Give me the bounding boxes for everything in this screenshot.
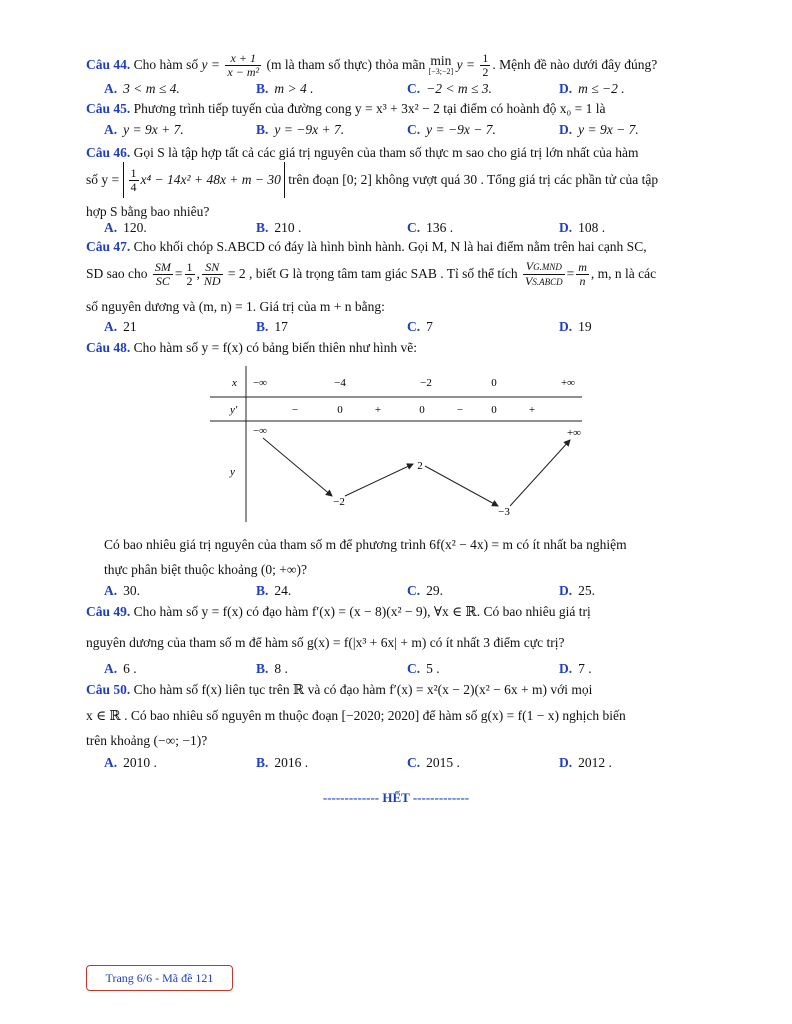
q44-option-d[interactable]: D. m ≤ −2 . <box>559 81 625 96</box>
row-label-yprime: y′ <box>230 404 238 416</box>
page-footer: Trang 6/6 - Mã đề 121 <box>86 965 233 991</box>
q49-option-c[interactable]: C. 5 . <box>407 661 440 676</box>
q44-option-a[interactable]: A. 3 < m ≤ 4. <box>104 81 180 96</box>
q44-text-b: (m là tham số thực) thỏa mãn <box>266 57 426 72</box>
q50-option-a[interactable]: A. 2010 . <box>104 755 157 770</box>
arrow-decrease-1 <box>263 438 332 496</box>
q44-min-fraction: $\frac{1}{2}$ <box>482 51 489 80</box>
arrow-increase-2 <box>510 440 570 506</box>
q46-option-d[interactable]: D. 108 . <box>559 220 606 235</box>
q44-text: Cho hàm số <box>133 57 199 72</box>
x-value-0: 0 <box>491 377 497 389</box>
sign-3: − <box>456 404 464 416</box>
q45-options <box>104 122 704 140</box>
y-value-neg-inf: −∞ <box>252 425 268 437</box>
q49-text: Cho hàm số y = f(x) có đạo hàm f′(x) = (x − 8)(x² − 9), ∀x ∈ ℝ. Có bao nhiêu giá trị <box>133 604 591 619</box>
q46-abs-expression: $\frac{1}{4}$ x⁴ − 14x² + 48x + m − 30 <box>123 162 285 198</box>
q49-number: Câu 49. <box>86 604 131 619</box>
q47-number: Câu 47. <box>86 239 131 254</box>
q44-question: . Mệnh đề nào dưới đây đúng? <box>492 57 658 72</box>
q50-option-d[interactable]: D. 2012 . <box>559 755 612 770</box>
q44-option-c[interactable]: C. −2 < m ≤ 3. <box>407 81 492 96</box>
q44-min-operator: min [−3;−2] <box>428 52 454 76</box>
x-value-neg2: −2 <box>420 377 432 389</box>
q46-options <box>104 220 704 238</box>
q47-option-a[interactable]: A. 21 <box>104 319 137 334</box>
q50-text: Cho hàm số f(x) liên tục trên ℝ và có đạo hàm f′(x) = x²(x − 2)(x² − 6x + m) với mọi <box>133 682 593 697</box>
q49-option-d[interactable]: D. 7 . <box>559 661 592 676</box>
q48-option-d[interactable]: D. 25. <box>559 583 595 598</box>
sign-zero-1: 0 <box>337 404 343 416</box>
q50-line3: trên khoảng (−∞; −1)? <box>86 733 208 748</box>
q47-option-d[interactable]: D. 19 <box>559 319 592 334</box>
q45-option-a[interactable]: A. y = 9x + 7. <box>104 122 184 137</box>
q46-option-c[interactable]: C. 136 . <box>407 220 454 235</box>
q48-option-a[interactable]: A. 30. <box>104 583 140 598</box>
x-value-pos-inf: +∞ <box>560 377 576 389</box>
q48-options <box>104 583 704 601</box>
q46-text: Gọi S là tập hợp tất cả các giá trị nguyên của tham số thực m sao cho giá trị lớn nhất của hàm <box>133 145 639 160</box>
q48-line1: Có bao nhiêu giá trị nguyên của tham số m để phương trình 6f(x² − 4x) = m có ít nhất ba nghiệm <box>104 537 627 552</box>
q44-number: Câu 44. <box>86 57 131 72</box>
q46-option-a[interactable]: A. 120. <box>104 220 147 235</box>
q49-option-b[interactable]: B. 8 . <box>256 661 288 676</box>
q47-volume-ratio: $\frac{\text{VG.MND}}{\text{VS.ABCD}}$ <box>525 259 563 289</box>
q44-min-eq: y = <box>456 57 476 72</box>
q50-number: Câu 50. <box>86 682 131 697</box>
q49-option-a[interactable]: A. 6 . <box>104 661 137 676</box>
q50-option-b[interactable]: B. 2016 . <box>256 755 309 770</box>
arrow-decrease-2 <box>425 466 498 506</box>
q50-option-c[interactable]: C. 2015 . <box>407 755 460 770</box>
y-value-2: 2 <box>417 460 423 472</box>
q46-option-b[interactable]: B. 210 . <box>256 220 302 235</box>
q45-text: Phương trình tiếp tuyến của đường cong y = x³ + 3x² − 2 tại điểm có hoành độ x₀ = 1 là <box>133 101 606 116</box>
q49-line2: nguyên dương của tham số m để hàm số g(x) = f(|x³ + 6x| + m) có ít nhất 3 điểm cực trị? <box>86 635 565 650</box>
q49-options <box>104 661 704 679</box>
end-marker: ------------- HẾT ------------- <box>322 790 470 805</box>
x-value-neg4: −4 <box>334 377 346 389</box>
q50-line2: x ∈ ℝ . Có bao nhiêu số nguyên m thuộc đoạn [−2020; 2020] để hàm số g(x) = f(1 − x) nghịch biến <box>86 708 626 723</box>
q48-text: Cho hàm số y = f(x) có bảng biến thiên như hình vẽ: <box>133 340 418 355</box>
y-value-neg3: −3 <box>498 506 510 518</box>
sign-zero-2: 0 <box>419 404 425 416</box>
q48-number: Câu 48. <box>86 340 131 355</box>
q46-line2: số y = $\frac{1}{4}$ x⁴ − 14x² + 48x + m − 30 trên đoạn [0; 2] không vượt quá 30 . Tổng giá trị các phần tử của tập <box>86 162 708 198</box>
q45-stem <box>86 100 708 118</box>
sign-zero-3: 0 <box>491 404 497 416</box>
y-value-neg2: −2 <box>333 496 345 508</box>
q49-line1 <box>86 603 708 621</box>
q50-line1 <box>86 681 708 699</box>
q48-stem <box>86 339 708 357</box>
q44-function-left: y = <box>201 57 221 72</box>
q47-line3: số nguyên dương và (m, n) = 1. Giá trị của m + n bằng: <box>86 299 385 314</box>
q48-option-b[interactable]: B. 24. <box>256 583 292 598</box>
q46-line3: hợp S bằng bao nhiêu? <box>86 204 210 219</box>
y-value-pos-inf: +∞ <box>566 427 582 439</box>
q45-option-b[interactable]: B. y = −9x + 7. <box>256 122 345 137</box>
q44-stem <box>86 50 708 80</box>
arrow-increase-1 <box>345 464 413 496</box>
q46-number: Câu 46. <box>86 145 131 160</box>
q45-number: Câu 45. <box>86 101 131 116</box>
q48-line2: thực phân biệt thuộc khoảng (0; +∞)? <box>104 562 308 577</box>
q47-option-b[interactable]: B. 17 <box>256 319 288 334</box>
q44-option-b[interactable]: B. m > 4 . <box>256 81 314 96</box>
q45-option-c[interactable]: C. y = −9x − 7. <box>407 122 496 137</box>
x-value-neg-inf: −∞ <box>252 377 268 389</box>
sign-1: − <box>291 404 299 416</box>
q44-options <box>104 81 704 99</box>
row-label-y: y <box>230 466 235 478</box>
variation-table <box>210 364 585 524</box>
q47-line2: SD sao cho $\frac{SM}{SC}$ = $\frac{1}{2}$ , $\frac{SN}{ND}$ = 2 , biết G là trọng tâm tam giác SAB . Tỉ số thể tích $\frac{\text{VG.MND}}{\text{VS.ABCD}}$ = $\frac{m}{n}$ , m, n là các <box>86 259 657 289</box>
sign-4: + <box>528 404 536 416</box>
q47-text: Cho khối chóp S.ABCD có đáy là hình bình hành. Gọi M, N là hai điểm nằm trên hai cạnh SC, <box>133 239 647 254</box>
q50-options <box>104 755 704 773</box>
sign-2: + <box>374 404 382 416</box>
q45-option-d[interactable]: D. y = 9x − 7. <box>559 122 639 137</box>
row-label-x: x <box>232 377 237 389</box>
q48-option-c[interactable]: C. 29. <box>407 583 443 598</box>
q47-line1 <box>86 238 708 256</box>
q46-line1 <box>86 144 708 162</box>
q44-function-fraction: $\frac{x + 1}{\text{x − m²}}$ <box>227 51 260 80</box>
q47-option-c[interactable]: C. 7 <box>407 319 433 334</box>
q47-options <box>104 319 704 337</box>
